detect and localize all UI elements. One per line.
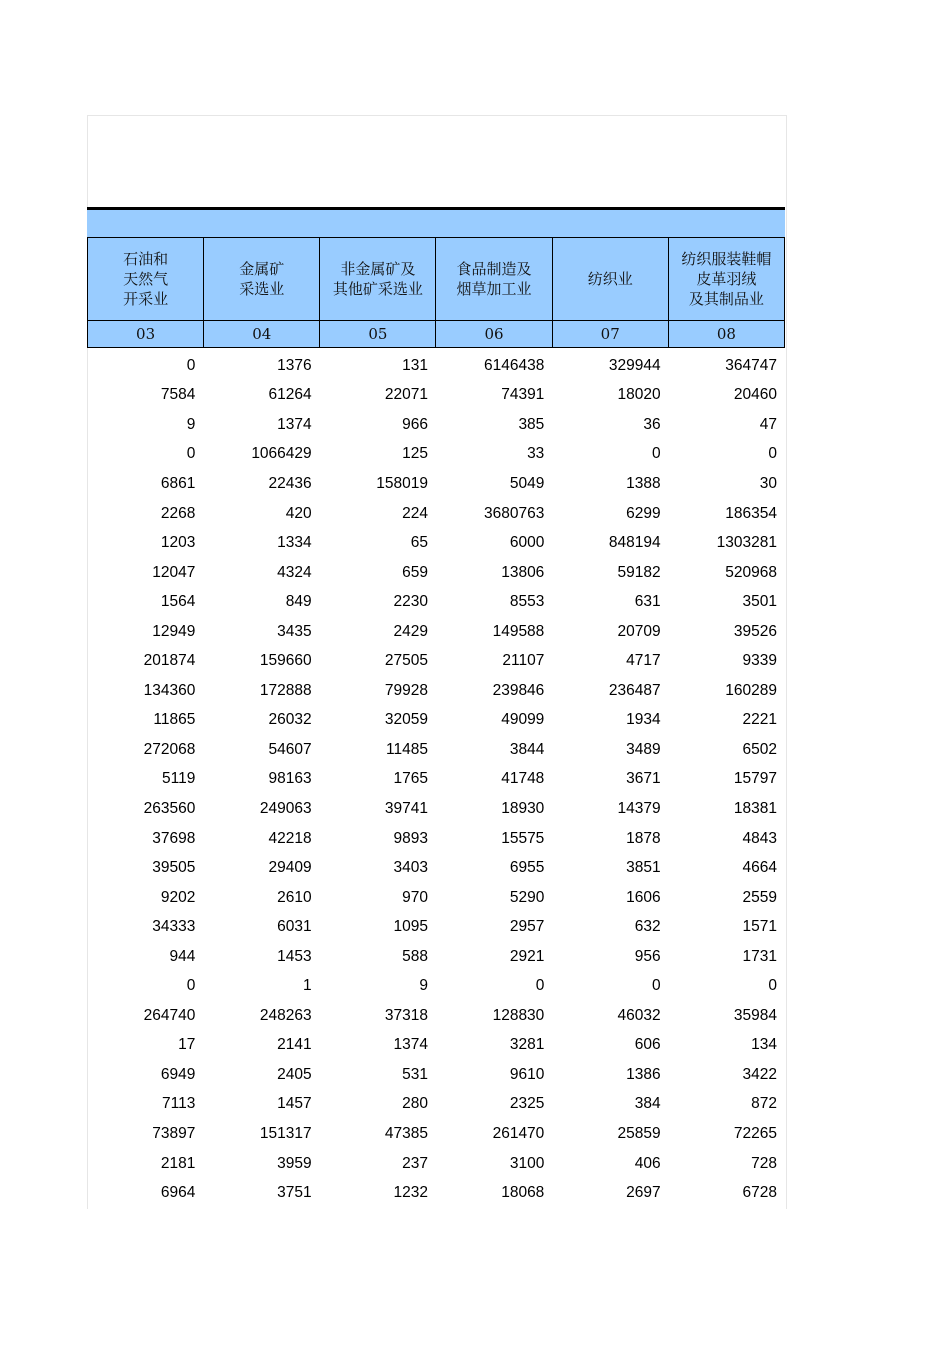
table-cell: 2610 [277,888,312,906]
table-cell: 1303281 [716,534,777,552]
table-cell: 73897 [152,1124,196,1142]
table-cell: 46032 [617,1006,661,1024]
table-cell: 47 [759,415,777,433]
table-row [87,853,785,883]
table-cell: 237 [402,1154,428,1172]
table-cell: 54607 [268,740,312,758]
table-cell: 0 [186,977,196,995]
table-cell: 17 [178,1036,196,1054]
table-cell: 59182 [617,563,661,581]
column-header: 石油和 天然气 开采业 [88,238,204,321]
table-cell: 20709 [617,622,661,640]
table-cell: 18020 [617,386,661,404]
table-cell: 9 [419,977,428,995]
table-cell: 12949 [152,622,196,640]
table-cell: 1 [303,977,312,995]
table-cell: 74391 [501,386,545,404]
table-cell: 98163 [268,770,312,788]
table-cell: 32059 [384,711,428,729]
table-cell: 27505 [384,652,428,670]
table-cell: 49099 [501,711,545,729]
table-cell: 9202 [160,888,196,906]
table-cell: 1203 [160,534,196,552]
table-cell: 0 [186,445,196,463]
table-cell: 159660 [259,652,312,670]
table-cell: 15797 [733,770,777,788]
table-cell: 1066429 [251,445,312,463]
table-cell: 42218 [268,829,312,847]
table-cell: 849 [285,593,312,611]
table-cell: 6949 [160,1065,196,1083]
table-cell: 0 [768,977,777,995]
column-header: 非金属矿及 其他矿采选业 [320,238,436,321]
table-cell: 606 [634,1036,661,1054]
column-code: 08 [668,321,784,348]
table-cell: 1878 [626,829,661,847]
table-cell: 263560 [143,799,196,817]
table-cell: 1232 [393,1184,428,1202]
table-cell: 531 [402,1065,428,1083]
table-cell: 3100 [509,1154,545,1172]
table-cell: 2957 [509,918,545,936]
table-cell: 35984 [733,1006,777,1024]
table-cell: 134 [751,1036,777,1054]
table-cell: 1606 [626,888,661,906]
table-cell: 1334 [277,534,312,552]
table-row [87,1090,785,1120]
table-cell: 2325 [509,1095,545,1113]
table-cell: 631 [634,593,661,611]
table-row [87,706,785,736]
table-cell: 8553 [509,593,545,611]
table-cell: 134360 [143,681,196,699]
table-cell: 588 [402,947,428,965]
table-cell: 1376 [277,356,312,374]
table-cell: 151317 [259,1124,312,1142]
table-cell: 3671 [626,770,661,788]
data-table [87,351,785,1208]
column-code: 03 [88,321,204,348]
table-cell: 6146438 [483,356,545,374]
table-row [87,1119,785,1149]
table-cell: 172888 [259,681,312,699]
table-cell: 520968 [725,563,777,581]
column-name-row [88,238,785,321]
table-cell: 6031 [277,918,312,936]
table-cell: 6861 [160,474,196,492]
table-row [87,587,785,617]
table-cell: 61264 [268,386,312,404]
table-row [87,440,785,470]
table-row [87,351,785,381]
table-cell: 364747 [725,356,777,374]
table-cell: 34333 [152,918,196,936]
table-row [87,912,785,942]
table-cell: 3851 [626,859,661,877]
table-row [87,765,785,795]
table-cell: 131 [402,356,428,374]
column-code-row [88,321,785,348]
table-cell: 4664 [742,859,777,877]
table-row [87,558,785,588]
table-cell: 79928 [384,681,428,699]
table-cell: 1388 [626,474,661,492]
table-cell: 2429 [393,622,428,640]
table-cell: 65 [410,534,428,552]
table-cell: 18068 [501,1184,545,1202]
table-cell: 6299 [626,504,661,522]
table-cell: 3844 [509,740,545,758]
table-row [87,824,785,854]
column-header-table [87,237,785,348]
table-cell: 7584 [160,386,196,404]
table-cell: 3489 [626,740,661,758]
table-cell: 7113 [161,1095,196,1113]
table-cell: 0 [652,977,661,995]
table-cell: 3751 [277,1184,312,1202]
table-cell: 0 [186,356,196,374]
table-cell: 39505 [152,859,196,877]
table-cell: 47385 [384,1124,428,1142]
table-cell: 280 [402,1095,428,1113]
table-cell: 956 [634,947,661,965]
table-cell: 39526 [733,622,777,640]
table-cell: 239846 [492,681,545,699]
table-cell: 329944 [608,356,661,374]
table-cell: 1731 [742,947,777,965]
table-cell: 39741 [384,799,428,817]
table-cell: 11485 [386,740,428,758]
table-row [87,794,785,824]
table-cell: 406 [634,1154,661,1172]
column-code: 07 [552,321,668,348]
table-cell: 1571 [742,918,777,936]
table-cell: 0 [535,977,545,995]
column-header: 金属矿 采选业 [204,238,320,321]
table-cell: 944 [169,947,196,965]
table-cell: 9 [186,415,196,433]
table-cell: 9610 [509,1065,545,1083]
table-cell: 6502 [742,740,777,758]
column-header: 纺织服装鞋帽 皮革羽绒 及其制品业 [668,238,784,321]
table-cell: 9339 [742,652,777,670]
table-cell: 272068 [143,740,196,758]
table-cell: 248263 [259,1006,312,1024]
table-cell: 1095 [393,918,428,936]
table-cell: 186354 [725,504,777,522]
table-cell: 3422 [742,1065,777,1083]
table-cell: 848194 [608,534,661,552]
table-cell: 30 [759,474,777,492]
table-cell: 0 [652,445,661,463]
table-cell: 2230 [393,593,428,611]
table-cell: 5049 [509,474,545,492]
table-cell: 2559 [742,888,777,906]
table-cell: 3403 [393,859,428,877]
table-row [87,883,785,913]
table-cell: 36 [643,415,661,433]
table-cell: 22436 [268,474,312,492]
table-cell: 25859 [617,1124,661,1142]
table-cell: 1564 [160,593,196,611]
table-cell: 2181 [160,1154,196,1172]
table-cell: 6000 [509,534,545,552]
table-cell: 872 [751,1095,777,1113]
table-cell: 12047 [152,563,196,581]
table-cell: 728 [751,1154,777,1172]
table-cell: 385 [518,415,545,433]
table-cell: 3281 [509,1036,545,1054]
table-cell: 264740 [143,1006,196,1024]
table-cell: 37698 [152,829,196,847]
table-cell: 2268 [160,504,196,522]
table-cell: 970 [402,888,428,906]
table-cell: 2921 [509,947,545,965]
table-cell: 4843 [742,829,777,847]
table-cell: 18381 [733,799,777,817]
table-cell: 261470 [492,1124,545,1142]
table-cell: 1374 [277,415,312,433]
column-header: 纺织业 [552,238,668,321]
table-cell: 72265 [733,1124,777,1142]
table-cell: 13806 [501,563,545,581]
table-row [87,528,785,558]
table-cell: 22071 [384,386,428,404]
table-cell: 6728 [742,1184,777,1202]
table-cell: 1457 [277,1095,312,1113]
table-row [87,1060,785,1090]
table-cell: 966 [402,415,428,433]
table-cell: 14379 [617,799,661,817]
table-row [87,1031,785,1061]
table-cell: 1934 [626,711,661,729]
table-cell: 1374 [393,1036,428,1054]
table-cell: 149588 [492,622,545,640]
table-cell: 160289 [725,681,777,699]
table-cell: 0 [768,445,777,463]
table-cell: 3501 [742,593,777,611]
table-cell: 3680763 [483,504,545,522]
table-cell: 41748 [501,770,545,788]
table-row [87,617,785,647]
table-cell: 15575 [501,829,545,847]
table-cell: 201874 [143,652,196,670]
column-code: 06 [436,321,552,348]
table-cell: 2221 [742,711,777,729]
table-cell: 33 [527,445,545,463]
table-row [87,1001,785,1031]
table-cell: 125 [402,445,428,463]
table-cell: 4324 [277,563,312,581]
table-cell: 5119 [161,770,196,788]
table-cell: 632 [634,918,661,936]
table-cell: 18930 [501,799,545,817]
table-cell: 3435 [277,622,312,640]
table-row [87,381,785,411]
table-row [87,676,785,706]
table-row [87,971,785,1001]
table-row [87,410,785,440]
table-row [87,942,785,972]
table-cell: 128830 [492,1006,545,1024]
table-cell: 2141 [277,1036,312,1054]
table-cell: 1386 [626,1065,661,1083]
header-band [87,207,785,238]
table-cell: 659 [402,563,428,581]
table-cell: 11865 [153,711,196,729]
table-cell: 6955 [509,859,545,877]
table-cell: 420 [285,504,312,522]
table-cell: 2405 [277,1065,312,1083]
table-cell: 158019 [376,474,428,492]
table-row [87,646,785,676]
table-cell: 1453 [277,947,312,965]
table-row [87,1149,785,1179]
table-cell: 5290 [509,888,545,906]
column-code: 05 [320,321,436,348]
table-cell: 9893 [393,829,428,847]
table-cell: 2697 [626,1184,661,1202]
table-cell: 3959 [277,1154,312,1172]
column-code: 04 [204,321,320,348]
table-cell: 1765 [393,770,428,788]
table-cell: 224 [402,504,428,522]
table-cell: 26032 [268,711,312,729]
table-cell: 249063 [259,799,312,817]
table-row [87,1178,785,1208]
table-cell: 236487 [608,681,661,699]
table-row [87,499,785,529]
table-cell: 20460 [733,386,777,404]
column-header: 食品制造及 烟草加工业 [436,238,552,321]
table-cell: 21107 [502,652,545,670]
table-cell: 37318 [384,1006,428,1024]
table-row [87,735,785,765]
table-cell: 384 [634,1095,661,1113]
table-cell: 4717 [626,652,661,670]
table-row [87,469,785,499]
table-cell: 29409 [268,859,312,877]
table-cell: 6964 [160,1184,196,1202]
